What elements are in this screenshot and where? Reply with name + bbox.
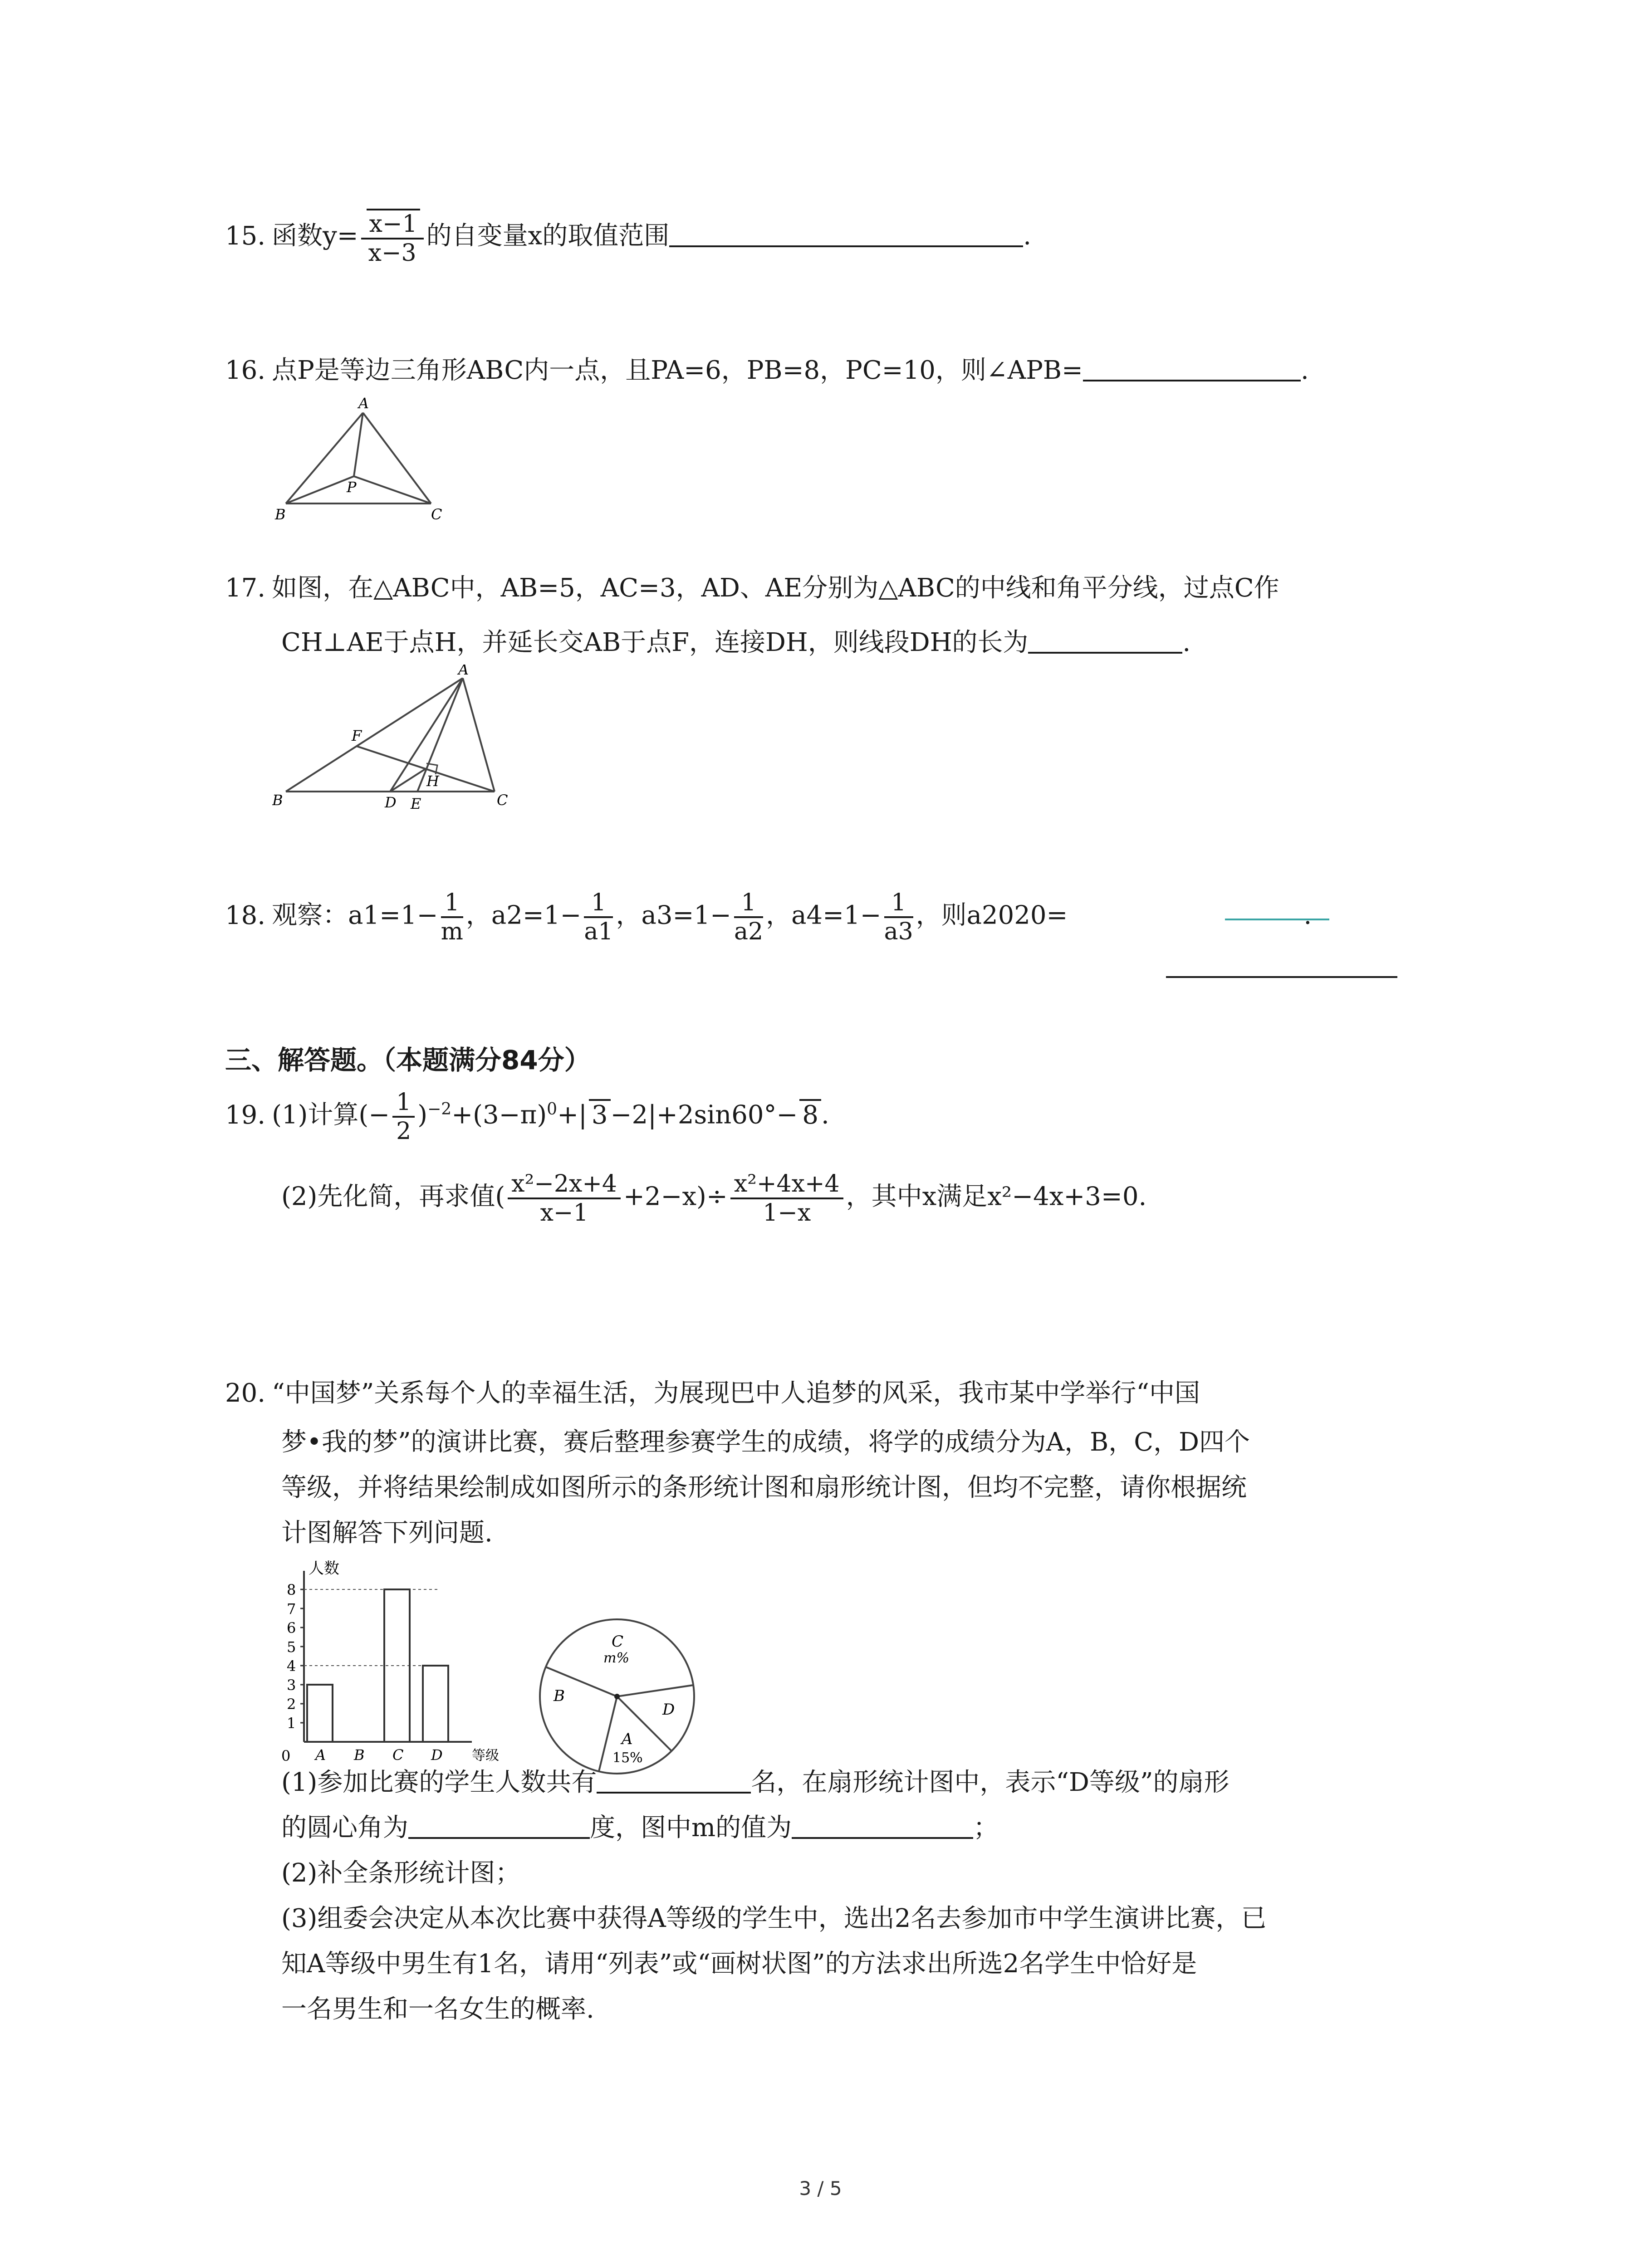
- question-16: 16. 点P是等边三角形ABC内一点，且PA=6，PB=8，PC=10，则∠APB= .: [225, 356, 1309, 385]
- triangle-figure-17: [272, 665, 526, 814]
- question-17-line2: CH⊥AE于点H，并延长交AB于点F，连接DH，则线段DH的长为 .: [281, 628, 1191, 657]
- fraction: $\frac{x-1}{x-3}$: [361, 209, 424, 267]
- y-tick-label: 1: [287, 1715, 296, 1732]
- x-axis-label: 等级: [472, 1748, 499, 1764]
- label-e: E: [411, 795, 421, 812]
- y-tick-label: 5: [287, 1638, 296, 1656]
- triangle-figure-16: [272, 395, 463, 526]
- label-p: P: [347, 479, 357, 496]
- pie-label-m: m%: [603, 1650, 629, 1666]
- label-b: B: [272, 792, 283, 809]
- pie-label-a: A: [622, 1730, 633, 1748]
- x-tick-label: D: [431, 1746, 443, 1764]
- y-axis-label: 人数: [309, 1559, 339, 1578]
- y-tick-label: 2: [287, 1696, 296, 1713]
- y-tick-label: 6: [287, 1619, 296, 1637]
- answer-blank[interactable]: [1083, 380, 1301, 381]
- bar: [307, 1685, 333, 1742]
- pie-chart: [535, 1615, 699, 1778]
- label-f: F: [352, 727, 362, 744]
- x-tick-label: A: [315, 1746, 326, 1764]
- question-20: 20. “中国梦”关系每个人的幸福生活，为展现巴中人追梦的风采，我市某中学举行“中国: [225, 1378, 1200, 1408]
- bar: [423, 1666, 448, 1742]
- page-number: 3 / 5: [799, 2177, 842, 2200]
- answer-blank[interactable]: [597, 1792, 751, 1794]
- y-tick-label: 7: [287, 1600, 296, 1618]
- bar-chart: [272, 1547, 526, 1765]
- question-18: 18. 观察：a1=1− $\frac{1}{m}$ ，a2=1− $\frac{1}{a1}$ ，a3=1− $\frac{1}{a2}$ ，a4=1− $\frac{1}{a3}$ ，则a2020= .: [225, 889, 1312, 945]
- question-17: 17. 如图，在△ABC中，AB=5，AC=3，AD、AE分别为△ABC的中线和角平分线，过点C作: [225, 573, 1279, 603]
- pie-label-c: C: [612, 1633, 624, 1651]
- pie-divider: [617, 1685, 693, 1696]
- pie-label-15: 15%: [612, 1750, 643, 1766]
- label-a: A: [458, 665, 469, 678]
- answer-blank[interactable]: [792, 1837, 973, 1839]
- question-19-part2: (2)先化简，再求值( $\frac{\text{x²−2x+4}}{x-1}$ +2−x)÷ $\frac{\text{x²+4x+4}}{1-x}$ ，其中x满足x²−4x+3=0.: [281, 1170, 1147, 1227]
- y-tick-label: 0: [281, 1747, 291, 1765]
- question-20-subs: (1)参加比赛的学生人数共有 名，在扇形统计图中，表示“D等级”的扇形 的圆心角为 度，图中m的值为 ； (2)补全条形统计图； (3)组委会决定从本次比赛中获得A等级的学生中，选出2名去参加市中学生演讲比赛，已 知A等级中男生有1名，请用“列表”或“画树状图”的方法求出所选2名学生中恰好是 一名男生和一名女生的概率.: [281, 1768, 1267, 2024]
- label-d: D: [385, 794, 397, 811]
- pie-center: [614, 1694, 620, 1699]
- label-b: B: [275, 506, 286, 523]
- question-20-body: 梦•我的梦”的演讲比赛，赛后整理参赛学生的成绩，将学的成绩分为A，B，C，D四个 等级，并将结果绘制成如图所示的条形统计图和扇形统计图，但均不完整，请你根据统 计图解答下列问题.: [281, 1427, 1250, 1548]
- pie-label-d: D: [662, 1701, 675, 1719]
- answer-blank[interactable]: [1166, 976, 1397, 978]
- x-tick-label: C: [392, 1746, 404, 1764]
- section-title: 三、解答题。（本题满分84分）: [225, 1045, 591, 1075]
- answer-blank[interactable]: [1028, 652, 1182, 654]
- label-a: A: [358, 395, 369, 412]
- x-tick-label: B: [354, 1746, 365, 1764]
- y-tick-label: 3: [287, 1677, 296, 1694]
- pie-label-b: B: [554, 1687, 565, 1705]
- answer-blank[interactable]: [669, 245, 1023, 247]
- y-tick-label: 8: [287, 1581, 296, 1598]
- label-c: C: [497, 792, 508, 809]
- teal-line: [1225, 919, 1329, 920]
- label-h: H: [426, 772, 439, 790]
- question-15: 15. 函数y= $\frac{x-1}{x-3}$ 的自变量x的取值范围 .: [225, 209, 1031, 267]
- y-tick-label: 4: [287, 1657, 296, 1675]
- answer-blank[interactable]: [408, 1837, 590, 1839]
- label-c: C: [431, 506, 442, 523]
- question-19-part1: 19. (1)计算(− $\frac{1}{2}$ )$^{-2}+(3-\pi)^0+|$ 3 −2|+2sin60°− 8 .: [225, 1089, 829, 1145]
